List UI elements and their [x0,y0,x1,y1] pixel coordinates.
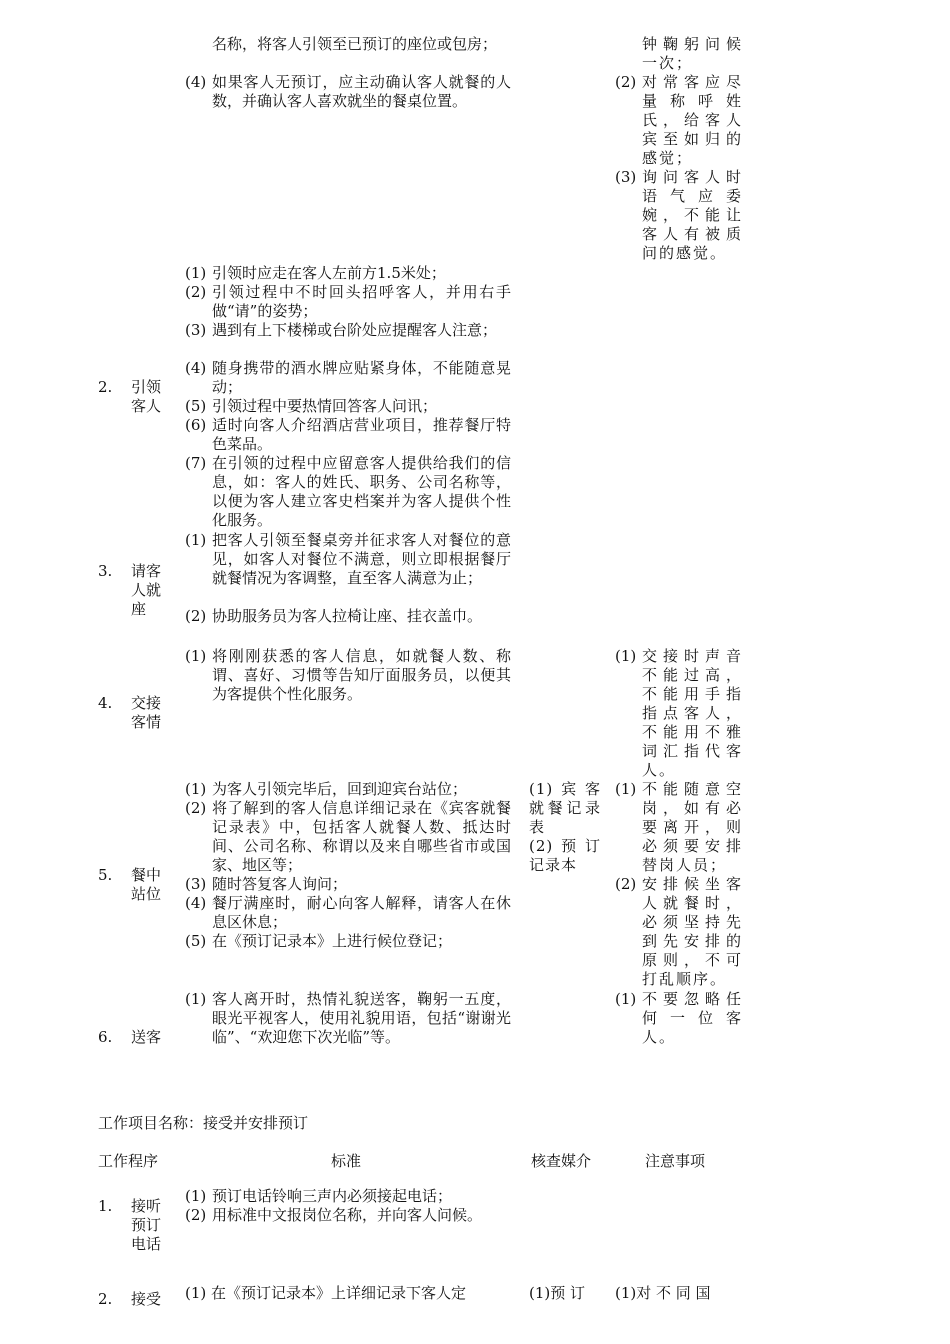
standard-label: (7) [185,454,207,472]
standard-item [185,397,511,416]
standard-label: (1) [185,647,207,665]
step-name: 接听预订电话 [131,1197,162,1253]
standard-text: 客人离开时，热情礼貌送客，鞠躬一五度，眼光平视客人，使用礼貌用语，包括“谢谢光临”、“欢迎您下次光临”等。 [212,990,511,1046]
standard-item [185,607,511,626]
standard-item [185,264,511,283]
standard-label: (1) [185,531,207,549]
standard-label: (1) [185,780,207,798]
notes-text: 询问客人时语气应委婉，不能让客人有被质问的感觉。 [642,168,743,262]
standard-item [185,647,511,704]
notes-label: (3) [615,168,637,186]
step-name: 接受 [131,1290,162,1308]
notes-text: 安排候坐客人就餐时，必须坚持先到先安排的原则，不可打乱顺序。 [642,875,743,988]
notes-text: 交接时声音不能过高，不能用手指指点客人，不能用不雅词汇指代客人。 [642,647,743,779]
notes-text: 钟鞠躬问候一次； [642,35,743,72]
standard-item [185,1206,511,1225]
standard-text: 引领时应走在客人左前方1.5米处； [212,264,446,282]
header-media: 核查媒介 [531,1152,592,1170]
standard-label: (1) [185,264,207,282]
standard-item [185,932,511,951]
standard-text: 适时向客人介绍酒店营业项目，推荐餐厅特色菜品。 [212,416,511,453]
standard-label: (4) [185,359,207,377]
standard-text: 随时答复客人询问； [212,875,348,893]
standard-label: (1) [185,990,207,1008]
step-number: 1. [98,1197,113,1215]
standard-text: 遇到有上下楼梯或台阶处应提醒客人注意； [212,321,498,339]
standard-label: (6) [185,416,207,434]
standard-item [185,780,511,799]
standard-label: (3) [185,875,207,893]
standard-text: 协助服务员为客人拉椅让座、挂衣盖巾。 [212,607,483,625]
standard-label: (4) [185,894,207,912]
notes-item [615,647,743,780]
standard-item [185,35,511,54]
standard-text: 餐厅满座时，耐心向客人解释，请客人在休息区休息； [212,894,511,931]
notes-text: 不能随意空岗，如有必要离开，则必须要安排替岗人员； [642,780,743,874]
standard-item [185,416,511,454]
standard-text: 在《预订记录本》上进行候位登记； [212,932,453,950]
notes-item: (1)对 不 同 国 [615,1284,711,1302]
header-notes: 注意事项 [645,1152,706,1170]
standard-text: 引领过程中不时回头招呼客人，并用右手做“请”的姿势； [212,283,511,320]
standard-label: (1) [185,1187,207,1205]
notes-label: (2) [615,875,637,893]
step-name: 引领客人 [131,378,162,415]
header-procedure: 工作程序 [98,1152,159,1170]
standard-text: 名称，将客人引领至已预订的座位或包房； [212,35,498,53]
notes-item [615,780,743,875]
notes-label: (1) [615,990,637,1008]
standard-text: 随身携带的酒水牌应贴紧身体，不能随意晃动； [212,359,511,396]
notes-label: (1) [615,647,637,665]
step-number: 5. [98,866,113,884]
notes-item [615,168,743,263]
standard-item [185,283,511,321]
standard-item: (1) 在《预订记录本》上详细记录下客人定 [185,1284,467,1302]
notes-text: 对常客应尽量称呼姓氏，给客人宾至如归的感觉； [642,73,743,167]
standard-text: 在引领的过程中应留意客人提供给我们的信息，如：客人的姓氏、职务、公司名称等，以便为客人建立客史档案并为客人提供个性化服务。 [212,454,511,529]
notes-item [615,990,743,1047]
header-standard: 标准 [331,1152,362,1170]
notes-text: 不要忽略任何一位客人。 [642,990,743,1046]
standard-label: (2) [185,283,207,301]
standard-item [185,894,511,932]
standard-item [185,359,511,397]
standard-label: (3) [185,321,207,339]
standard-item [185,875,511,894]
step-number: 4. [98,694,113,712]
step-name: 餐中站位 [131,866,162,903]
step-name: 交接客情 [131,694,162,731]
section-title: 工作项目名称：接受并安排预订 [98,1114,309,1132]
standard-item [185,799,511,875]
standard-text: 为客人引领完毕后，回到迎宾台站位； [212,780,468,798]
standard-label: (5) [185,397,207,415]
step-number: 2. [98,1290,113,1308]
notes-label: (2) [615,73,637,91]
standard-label: (2) [185,1206,207,1224]
standard-text: 将了解到的客人信息详细记录在《宾客就餐记录表》中，包括客人就餐人数、抵达时间、公司名称、称谓以及来自哪些省市或国家、地区等； [212,799,511,874]
step-name: 送客 [131,1028,162,1046]
standard-text: 将刚刚获悉的客人信息，如就餐人数、称谓、喜好、习惯等告知厅面服务员，以便其为客提供个性化服务。 [212,647,511,703]
standard-text: 把客人引领至餐桌旁并征求客人对餐位的意见，如客人对餐位不满意，则立即根据餐厅就餐情况为客调整，直至客人满意为止； [212,531,511,587]
step-number: 3. [98,562,113,580]
notes-item [615,73,743,168]
standard-text: 引领过程中要热情回答客人问讯； [212,397,438,415]
notes-label: (1) [615,780,637,798]
standard-item [185,990,511,1047]
standard-label: (2) [185,607,207,625]
step-number: 6. [98,1028,113,1046]
media-cell: (1)预 订 [529,1284,586,1302]
notes-item [615,875,743,989]
standard-text: 用标准中文报岗位名称，并向客人问候。 [212,1206,483,1224]
standard-item [185,321,511,340]
step-number: 2. [98,378,113,396]
standard-label: (5) [185,932,207,950]
notes-item [615,35,743,73]
standard-item [185,531,511,588]
media-cell: (1)宾客就餐记录表 (2)预订记录本 [529,780,601,874]
standard-label: (2) [185,799,207,817]
standard-item [185,1187,511,1206]
standard-text: 如果客人无预订，应主动确认客人就餐的人数，并确认客人喜欢就坐的餐桌位置。 [212,73,511,110]
step-name: 请客人就座 [131,562,162,618]
standard-item [185,454,511,530]
standard-label: (4) [185,73,207,91]
standard-text: 预订电话铃响三声内必须接起电话； [212,1187,453,1205]
standard-item [185,73,511,111]
